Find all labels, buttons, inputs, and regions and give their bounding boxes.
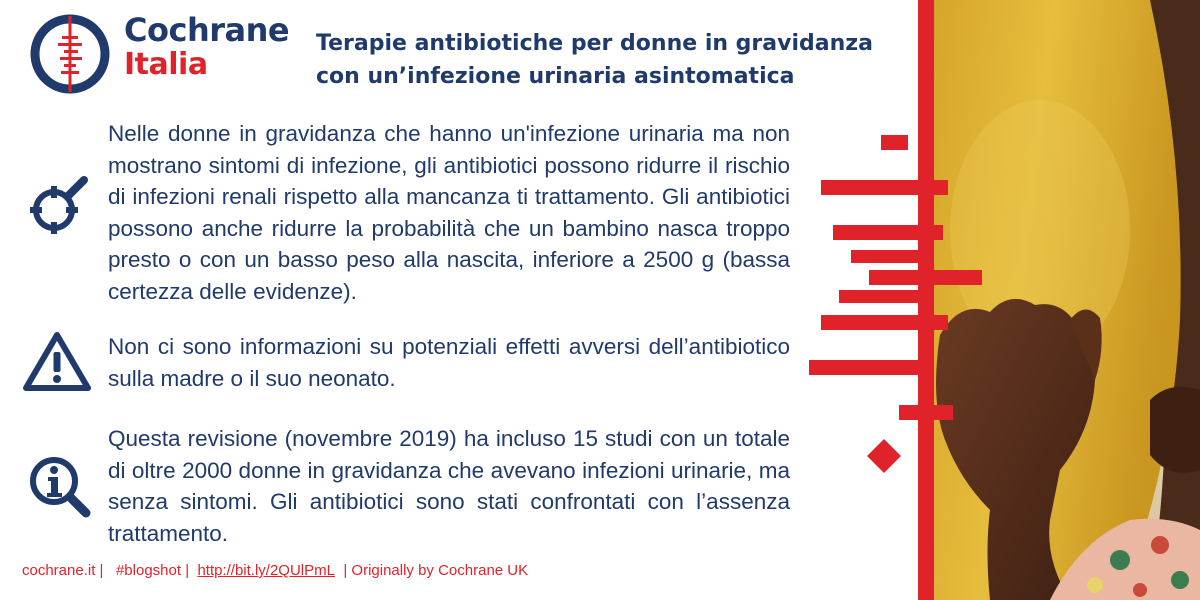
section-review-text: Questa revisione (novembre 2019) ha incluso 15 studi con un totale di oltre 2000 donne in gravidanza che avevano infezioni urinarie, ma senza sintomi. Gli antibiotici sono stati confrontati con l’assenza trattamento. bbox=[108, 426, 790, 546]
info-magnifier-icon bbox=[28, 455, 92, 519]
brand-wordmark bbox=[124, 11, 290, 82]
footer-credit: | Originally by Cochrane UK bbox=[343, 562, 529, 579]
title-line-1: Terapie antibiotiche per donne in gravidanza bbox=[316, 31, 873, 56]
brand-name: Cochrane bbox=[124, 11, 290, 49]
footer bbox=[22, 562, 528, 579]
page-title bbox=[316, 27, 906, 93]
brand-region: Italia bbox=[124, 47, 208, 82]
section-effects-text: Nelle donne in gravidanza che hanno un'infezione urinaria ma non mostrano sintomi di infezione, gli antibiotici possono ridurre il rischio di infezioni renali rispetto alla mancanza ti trattamento. Gli antibiotici possono anche ridurre la probabilità che un bambino nasca troppo presto o con un basso peso alla nascita, inferiore a 2500 g (bassa certezza delle evidenze). bbox=[108, 121, 790, 304]
target-magnifier-icon bbox=[28, 176, 90, 238]
warning-icon bbox=[22, 330, 92, 392]
footer-hashtag: #blogshot | bbox=[115, 562, 190, 579]
footer-short-link[interactable]: http://bit.ly/2QUlPmL bbox=[197, 562, 335, 579]
footer-site-link[interactable]: cochrane.it | bbox=[22, 562, 104, 579]
title-line-2: con un’infezione urinaria asintomatica bbox=[316, 64, 795, 89]
section-adverse-text: Non ci sono informazioni su potenziali effetti avversi dell’antibiotico sulla madre o il suo neonato. bbox=[108, 334, 790, 391]
cochrane-logo-icon[interactable] bbox=[28, 12, 112, 96]
